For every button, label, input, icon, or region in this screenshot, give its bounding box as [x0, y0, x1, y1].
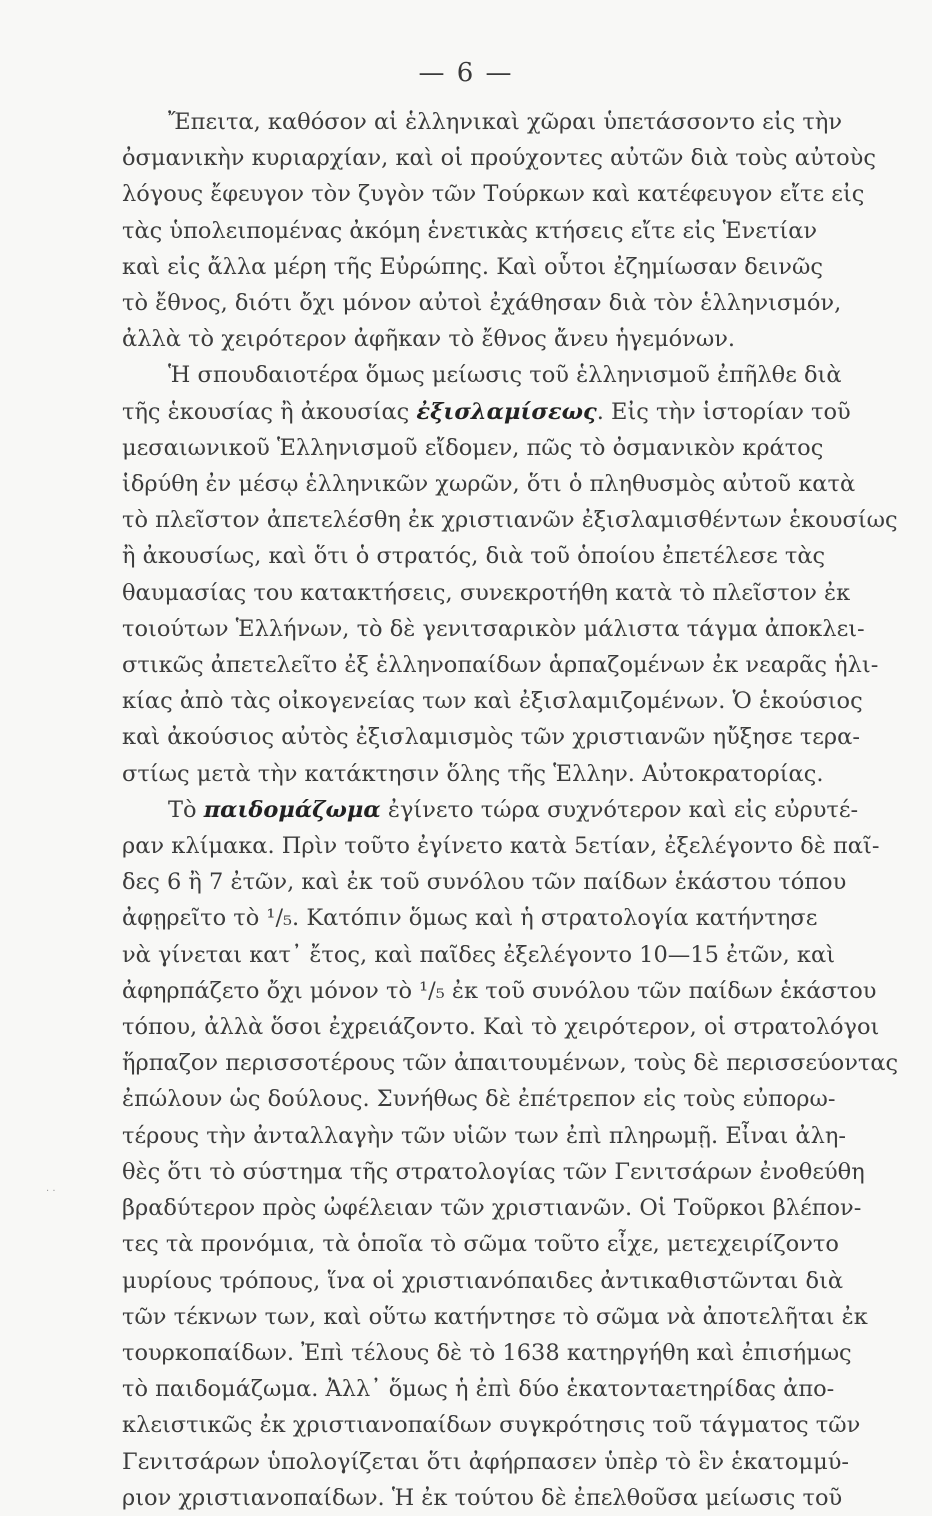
text-line: στίως μετὰ τὴν κατάκτησιν ὅλης τῆς Ἑλλην. Αὐτοκρατορίας.: [122, 760, 824, 787]
text-line: νὰ γίνεται κατ᾽ ἔτος, καὶ παῖδες ἐξελέγοντο 10—15 ἐτῶν, καὶ: [122, 941, 836, 968]
text-line: τὸ ἔθνος, διότι ὄχι μόνον αὐτοὶ ἐχάθησαν διὰ τὸν ἑλληνισμόν,: [122, 290, 842, 317]
text-line: ἢ ἀκουσίως, καὶ ὅτι ὁ στρατός, διὰ τοῦ ὁποίου ἐπετέλεσε τὰς: [122, 543, 826, 570]
text-line: τόπου, ἀλλὰ ὅσοι ἐχρειάζοντο. Καὶ τὸ χειρότερον, οἱ στρατολόγοι: [122, 1014, 880, 1041]
text-line: τὸ πλεῖστον ἀπετελέσθη ἐκ χριστιανῶν ἐξισλαμισθέντων ἑκουσίως: [122, 507, 898, 534]
page-speck-mark: · ·: [46, 1186, 56, 1197]
text-line: μεσαιωνικοῦ Ἑλληνισμοῦ εἴδομεν, πῶς τὸ ὀσμανικὸν κράτος: [122, 434, 824, 461]
text-line: ὀσμανικὴν κυριαρχίαν, καὶ οἱ προύχοντες αὐτῶν διὰ τοὺς αὐτοὺς: [122, 145, 876, 172]
text-line: μυρίους τρόπους, ἵνα οἱ χριστιανόπαιδες ἀντικαθιστῶνται διὰ: [122, 1267, 844, 1294]
text-line: ἀλλὰ τὸ χειρότερον ἀφῆκαν τὸ ἔθνος ἄνευ ἡγεμόνων.: [122, 326, 736, 353]
text-line: ἱδρύθη ἐν μέσῳ ἑλληνικῶν χωρῶν, ὅτι ὁ πληθυσμὸς αὐτοῦ κατὰ: [122, 471, 856, 498]
page-number: — 6 —: [418, 58, 514, 88]
text-line: δες 6 ἢ 7 ἐτῶν, καὶ ἐκ τοῦ συνόλου τῶν παίδων ἑκάστου τόπου: [122, 869, 847, 896]
text-line: στικῶς ἀπετελεῖτο ἐξ ἑλληνοπαίδων ἁρπαζομένων ἐκ νεαρᾶς ἡλι-: [122, 652, 879, 679]
text-line: βραδύτερον πρὸς ὠφέλειαν τῶν χριστιανῶν. Οἱ Τοῦρκοι βλέπον-: [122, 1195, 862, 1222]
text-line: κίας ἀπὸ τὰς οἰκογενείας των καὶ ἐξισλαμιζομένων. Ὁ ἑκούσιος: [122, 688, 863, 715]
text-line: Γενιτσάρων ὑπολογίζεται ὅτι ἀφήρπασεν ὑπὲρ τὸ ἓν ἑκατομμύ-: [122, 1448, 849, 1475]
text-line: ἐπώλουν ὡς δούλους. Συνήθως δὲ ἐπέτρεπον εἰς τοὺς εὐπορω-: [122, 1086, 836, 1113]
text-line: ἀφῃρεῖτο τὸ ¹/₅. Κατόπιν ὅμως καὶ ἡ στρατολογία κατήντησε: [122, 905, 818, 932]
text-line: θαυμασίας του κατακτήσεις, συνεκροτήθη κατὰ τὸ πλεῖστον ἐκ: [122, 579, 851, 606]
text-line: τουρκοπαίδων. Ἐπὶ τέλους δὲ τὸ 1638 κατηργήθη καὶ ἐπισήμως: [122, 1339, 852, 1366]
body-text: [122, 104, 899, 1516]
text-line: Ἡ σπουδαιοτέρα ὅμως μείωσις τοῦ ἑλληνισμοῦ ἐπῆλθε διὰ: [168, 362, 842, 389]
text-line: Ἔπειτα, καθόσον αἱ ἑλληνικαὶ χῶραι ὑπετάσσοντο εἰς τὴν: [168, 109, 843, 135]
text-line: ἥρπαζον περισσοτέρους τῶν ἀπαιτουμένων, τοὺς δὲ περισσεύοντας: [122, 1050, 899, 1077]
emphasized-term: παιδομάζωμα: [203, 796, 381, 823]
text-line: καὶ εἰς ἄλλα μέρη τῆς Εὐρώπης. Καὶ οὗτοι ἐζημίωσαν δεινῶς: [122, 253, 823, 280]
text-line: κλειστικῶς ἐκ χριστιανοπαίδων συγκρότησις τοῦ τάγματος τῶν: [122, 1412, 861, 1439]
text-line: τέρους τὴν ἀνταλλαγὴν τῶν υἱῶν των ἐπὶ πληρωμῇ. Εἶναι ἀλη-: [122, 1122, 846, 1149]
text-line: ριον χριστιανοπαίδων. Ἡ ἐκ τούτου δὲ ἐπελθοῦσα μείωσις τοῦ: [122, 1484, 843, 1511]
text-line: τες τὰ προνόμια, τὰ ὁποῖα τὸ σῶμα τοῦτο εἶχε, μετεχειρίζοντο: [122, 1231, 839, 1258]
text-line: λόγους ἔφευγον τὸν ζυγὸν τῶν Τούρκων καὶ κατέφευγον εἴτε εἰς: [122, 181, 865, 208]
text-line: ραν κλίμακα. Πρὶν τοῦτο ἐγίνετο κατὰ 5ετίαν, ἐξελέγοντο δὲ παῖ-: [122, 833, 880, 860]
text-line: τῶν τέκνων των, καὶ οὕτω κατήντησε τὸ σῶμα νὰ ἀποτελῆται ἐκ: [122, 1303, 868, 1330]
text-line: τοιούτων Ἑλλήνων, τὸ δὲ γενιτσαρικὸν μάλιστα τάγμα ἀποκλει-: [122, 615, 865, 642]
text-line: τὰς ὑπολειπομένας ἀκόμη ἑνετικὰς κτήσεις εἴτε εἰς Ἑνετίαν: [122, 217, 818, 244]
text-line: τὸ παιδομάζωμα. Ἀλλ᾽ ὅμως ἡ ἐπὶ δύο ἑκατονταετηρίδας ἀπο-: [122, 1376, 835, 1403]
text-line: Τὸ παιδομάζωμα ἐγίνετο τώρα συχνότερον καὶ εἰς εὐρυτέ-: [168, 796, 859, 823]
text-line: τῆς ἑκουσίας ἢ ἀκουσίας ἐξισλαμίσεως. Εἰς τὴν ἱστορίαν τοῦ: [122, 398, 851, 425]
text-line: καὶ ἀκούσιος αὐτὸς ἐξισλαμισμὸς τῶν χριστιανῶν ηὔξησε τερα-: [122, 724, 860, 751]
emphasized-term: ἐξισλαμίσεως: [416, 398, 597, 425]
text-line: θὲς ὅτι τὸ σύστημα τῆς στρατολογίας τῶν Γενιτσάρων ἐνοθεύθη: [122, 1158, 865, 1185]
text-line: ἀφηρπάζετο ὄχι μόνον τὸ ¹/₅ ἐκ τοῦ συνόλου τῶν παίδων ἑκάστου: [122, 977, 877, 1004]
